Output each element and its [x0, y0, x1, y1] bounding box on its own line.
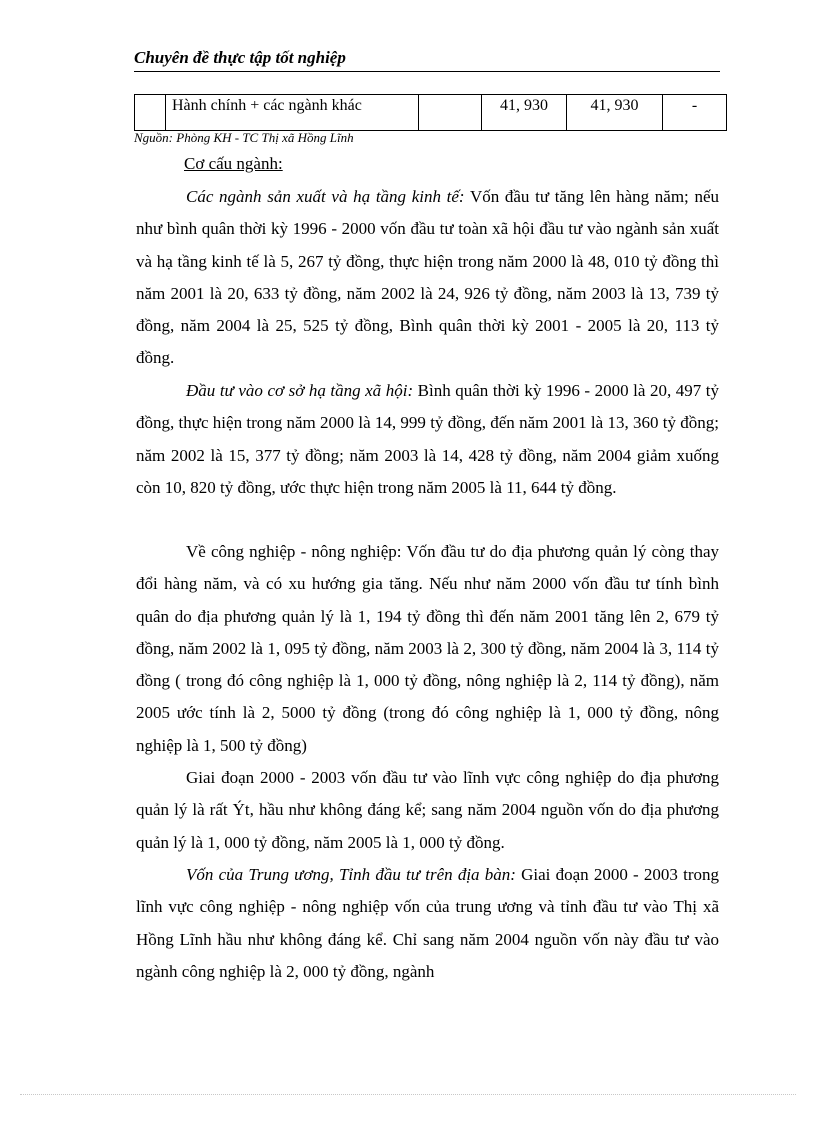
section-heading: [184, 154, 283, 174]
paragraph-body: Về công nghiệp - nông nghiệp: Vốn đầu tư do địa phương quản lý còng thay đổi hàng năm, và có xu hướng gia tăng. Nếu như năm 2000 vốn đầu tư tính bình quân do địa phương quản lý là 1, 194 tỷ đồng thì đến năm 2001 tăng lên 2, 679 tỷ đồng, năm 2002 là 1, 095 tỷ đồng, năm 2003 là 2, 300 tỷ đồng, năm 2004 là 3, 114 tỷ đồng ( trong đó công nghiệp là 1, 000 tỷ đồng, nông nghiệp là 2, 114 tỷ đồng), năm 2005 ước tính là 2, 5000 tỷ đồng (trong đó công nghiệp là 1, 000 tỷ đồng, nông nghiệp là 1, 500 tỷ đồng): [136, 542, 719, 755]
page-header: [134, 47, 720, 72]
paragraph-social-infrastructure: [136, 375, 719, 504]
table-cell-value-2: 41, 930: [567, 95, 663, 131]
table-cell-empty: [419, 95, 482, 131]
paragraph-body: Giai đoạn 2000 - 2003 vốn đầu tư vào lĩnh vực công nghiệp do địa phương quản lý là rất Ýt, hầu như không đáng kể; sang năm 2004 nguồn vốn do địa phương quản lý là 1, 000 tỷ đồng, năm 2005 là 1, 000 tỷ đồng.: [136, 768, 719, 852]
page-bottom-divider: [20, 1094, 796, 1095]
section-heading-text: Cơ cấu ngành:: [184, 154, 283, 173]
paragraph-industry-agriculture: [136, 536, 719, 762]
header-title: Chuyên đề thực tập tốt nghiệp: [134, 48, 346, 67]
table-cell-value-3: -: [663, 95, 727, 131]
paragraph-period-2000-2003: [136, 762, 719, 859]
paragraph-body: Giai đoạn 2000 - 2003 trong lĩnh vực công nghiệp - nông nghiệp vốn của trung ương và tỉnh đầu tư vào Thị xã Hồng Lĩnh hầu như không đáng kể. Chỉ sang năm 2004 nguồn vốn này đầu tư vào ngành công nghiệp là 2, 000 tỷ đồng, ngành: [136, 865, 719, 981]
table-row: [135, 95, 727, 131]
paragraph-lead: Các ngành sản xuất và hạ tầng kinh tế:: [186, 187, 465, 206]
paragraph-central-provincial-capital: [136, 859, 719, 988]
paragraph-lead: Vốn của Trung ương, Tỉnh đầu tư trên địa bàn:: [186, 865, 516, 884]
table-cell-no: [135, 95, 166, 131]
paragraph-body: Vốn đầu tư tăng lên hàng năm; nếu như bình quân thời kỳ 1996 - 2000 vốn đầu tư toàn xã hội đầu tư vào ngành sản xuất và hạ tầng kinh tế là 5, 267 tỷ đồng, thực hiện trong năm 2000 là 48, 010 tỷ đồng thì năm 2001 là 20, 633 tỷ đồng, năm 2002 là 24, 926 tỷ đồng, năm 2003 là 13, 739 tỷ đồng, năm 2004 là 25, 525 tỷ đồng, Bình quân thời kỳ 2001 - 2005 là 20, 113 tỷ đồng.: [136, 187, 719, 368]
investment-table: [134, 94, 727, 131]
table-source-note: Nguồn: Phòng KH - TC Thị xã Hồng Lĩnh: [134, 130, 354, 145]
paragraph-production-infrastructure: [136, 181, 719, 375]
table-cell-value-1: 41, 930: [482, 95, 567, 131]
table-cell-name: Hành chính + các ngành khác: [166, 95, 419, 131]
paragraph-body: Bình quân thời kỳ 1996 - 2000 là 20, 497 tỷ đồng, thực hiện trong năm 2000 là 14, 999 tỷ đồng, đến năm 2001 là 13, 360 tỷ đồng; năm 2002 là 15, 377 tỷ đồng; năm 2003 là 14, 428 tỷ đồng, năm 2004 giảm xuống còn 10, 820 tỷ đồng, ước thực hiện trong năm 2005 là 11, 644 tỷ đồng.: [136, 381, 719, 497]
paragraph-lead: Đầu tư vào cơ sở hạ tầng xã hội:: [186, 381, 414, 400]
